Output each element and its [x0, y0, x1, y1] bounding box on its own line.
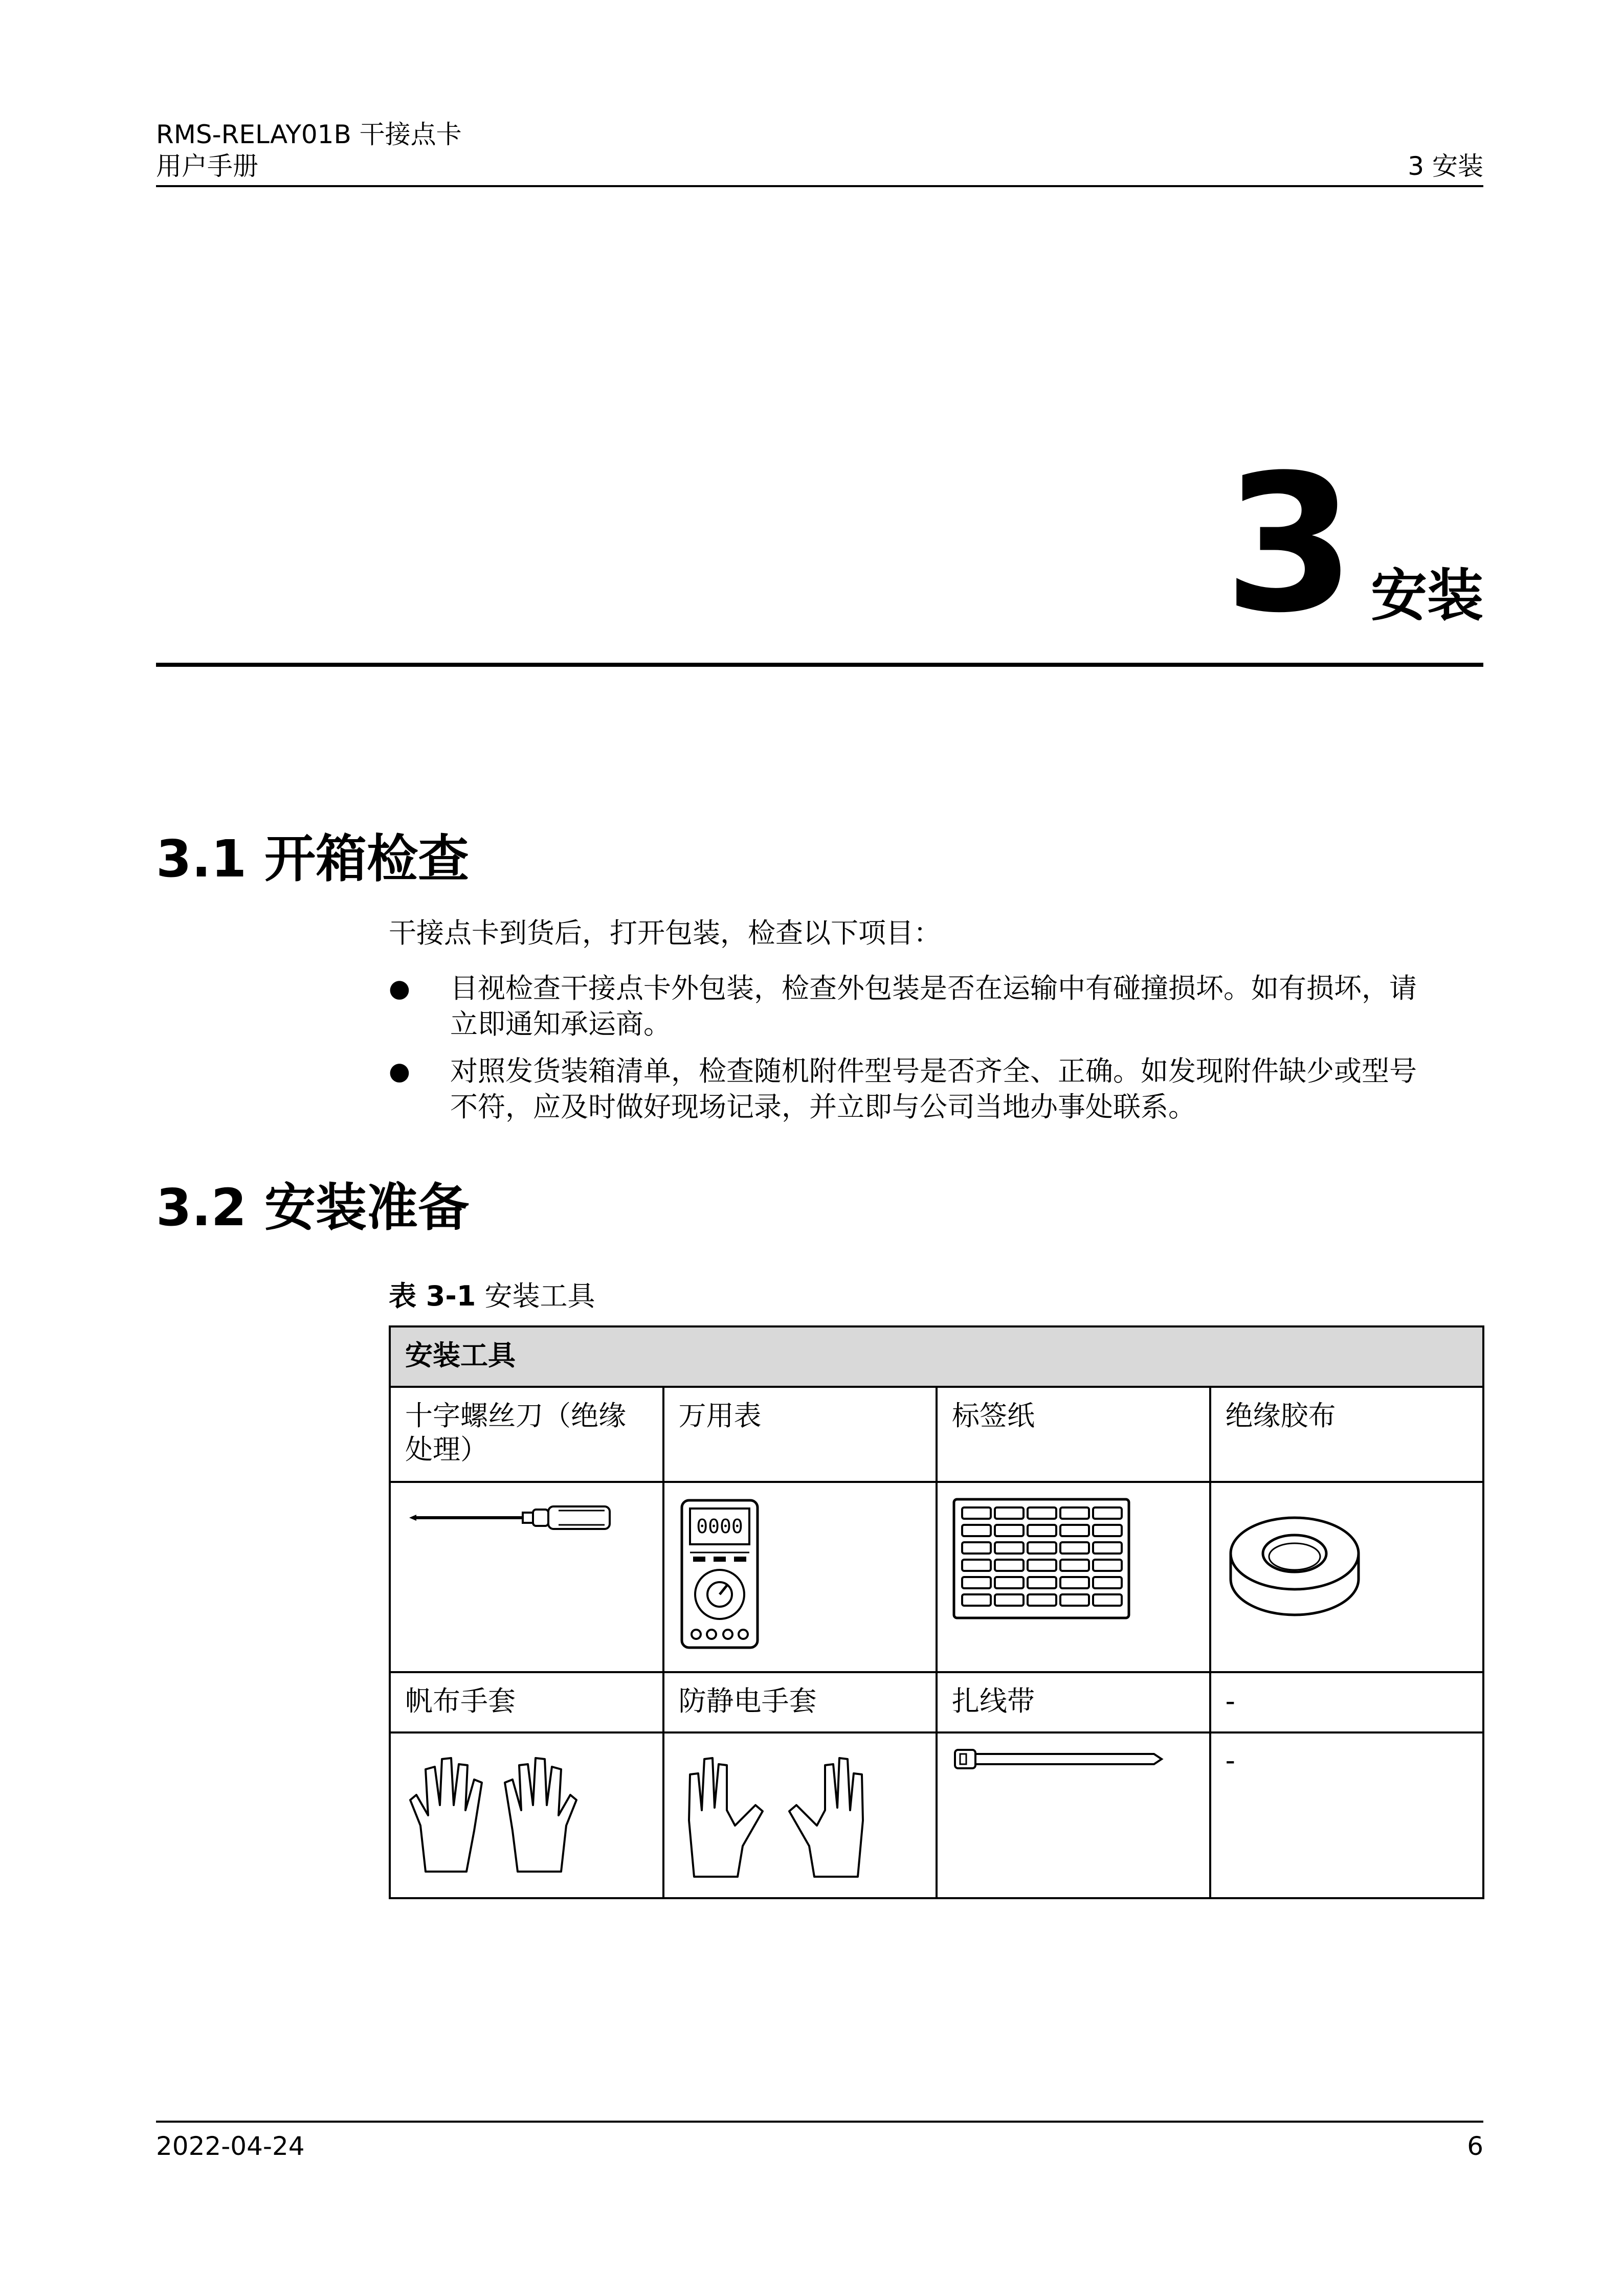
- multimeter-icon: [679, 1497, 761, 1651]
- tools-table: [389, 1325, 1484, 1899]
- section-title-preparation: 3.2 安装准备: [156, 1178, 469, 1237]
- page-number: 6: [1467, 2131, 1483, 2161]
- chapter-rule: [156, 663, 1483, 667]
- tool-label-line: 十字螺丝刀（绝缘: [405, 1400, 626, 1432]
- chapter-heading: [1223, 435, 1483, 655]
- table-row: [390, 1732, 1483, 1898]
- antistatic-gloves-icon: [679, 1744, 873, 1882]
- tool-label-line: 标签纸: [952, 1400, 1035, 1432]
- label-sheet-icon: [952, 1497, 1131, 1620]
- tool-label-line: 绝缘胶布: [1225, 1400, 1336, 1432]
- bullet-dot: ●: [389, 1057, 410, 1086]
- header-doc-type: 用户手册: [156, 151, 258, 181]
- bullet-dot: ●: [389, 974, 410, 1003]
- table-header: 安装工具: [390, 1326, 1483, 1387]
- tool-label-line: 万用表: [678, 1400, 762, 1432]
- svg-text:0000: 0000: [696, 1515, 743, 1538]
- insulating-tape-icon: [1226, 1497, 1364, 1620]
- bullet-line: 不符，应及时做好现场记录，并立即与公司当地办事处联系。: [450, 1091, 1196, 1123]
- tool-image-cell: [937, 1482, 1210, 1672]
- bullet-line: 对照发货装箱清单，检查随机附件型号是否齐全、正确。如发现附件缺少或型号: [450, 1055, 1417, 1087]
- header-product: RMS-RELAY01B 干接点卡: [156, 120, 462, 149]
- cable-tie-icon: [952, 1744, 1167, 1774]
- chapter-title: 安装: [1371, 563, 1483, 628]
- section-intro: 干接点卡到货后，打开包装，检查以下项目：: [389, 917, 941, 949]
- tool-label-screwdriver: [390, 1387, 663, 1482]
- header-chapter-ref: 3 安装: [1408, 151, 1483, 181]
- tool-image-cell: [390, 1482, 663, 1672]
- tool-label-multimeter: [663, 1387, 937, 1482]
- tool-image-cell: [390, 1732, 663, 1898]
- tool-label-line: 处理）: [405, 1433, 488, 1466]
- footer-date: 2022-04-24: [156, 2131, 305, 2161]
- screwdriver-icon: [405, 1497, 615, 1533]
- tool-image-empty: -: [1210, 1732, 1484, 1898]
- canvas-gloves-icon: [405, 1744, 589, 1882]
- table-header-row: [390, 1326, 1483, 1387]
- tool-image-cell: [1210, 1482, 1484, 1672]
- section-title-unpacking: 3.1 开箱检查: [156, 829, 469, 889]
- tool-label-label-sheet: [937, 1387, 1210, 1482]
- tool-image-cell: [663, 1482, 937, 1672]
- tool-label-cable-tie: 扎线带: [937, 1672, 1210, 1732]
- table-caption-text: 安装工具: [484, 1280, 595, 1312]
- table-row: [390, 1672, 1483, 1732]
- tool-image-cell: [663, 1732, 937, 1898]
- footer-rule: [156, 2121, 1483, 2123]
- header-rule: [156, 185, 1483, 187]
- table-row: [390, 1482, 1483, 1672]
- tool-label-canvas-gloves: 帆布手套: [390, 1672, 663, 1732]
- bullet-line: 立即通知承运商。: [450, 1008, 671, 1040]
- tool-label-tape: [1210, 1387, 1484, 1482]
- chapter-number: 3: [1223, 435, 1355, 655]
- tool-label-antistatic-gloves: 防静电手套: [663, 1672, 937, 1732]
- table-row: [390, 1387, 1483, 1482]
- table-caption: [389, 1278, 595, 1314]
- tool-image-cell: [937, 1732, 1210, 1898]
- bullet-line: 目视检查干接点卡外包装，检查外包装是否在运输中有碰撞损坏。如有损坏，请: [450, 972, 1417, 1004]
- table-caption-label: 表 3-1: [389, 1280, 476, 1312]
- tool-label-empty: -: [1210, 1672, 1484, 1732]
